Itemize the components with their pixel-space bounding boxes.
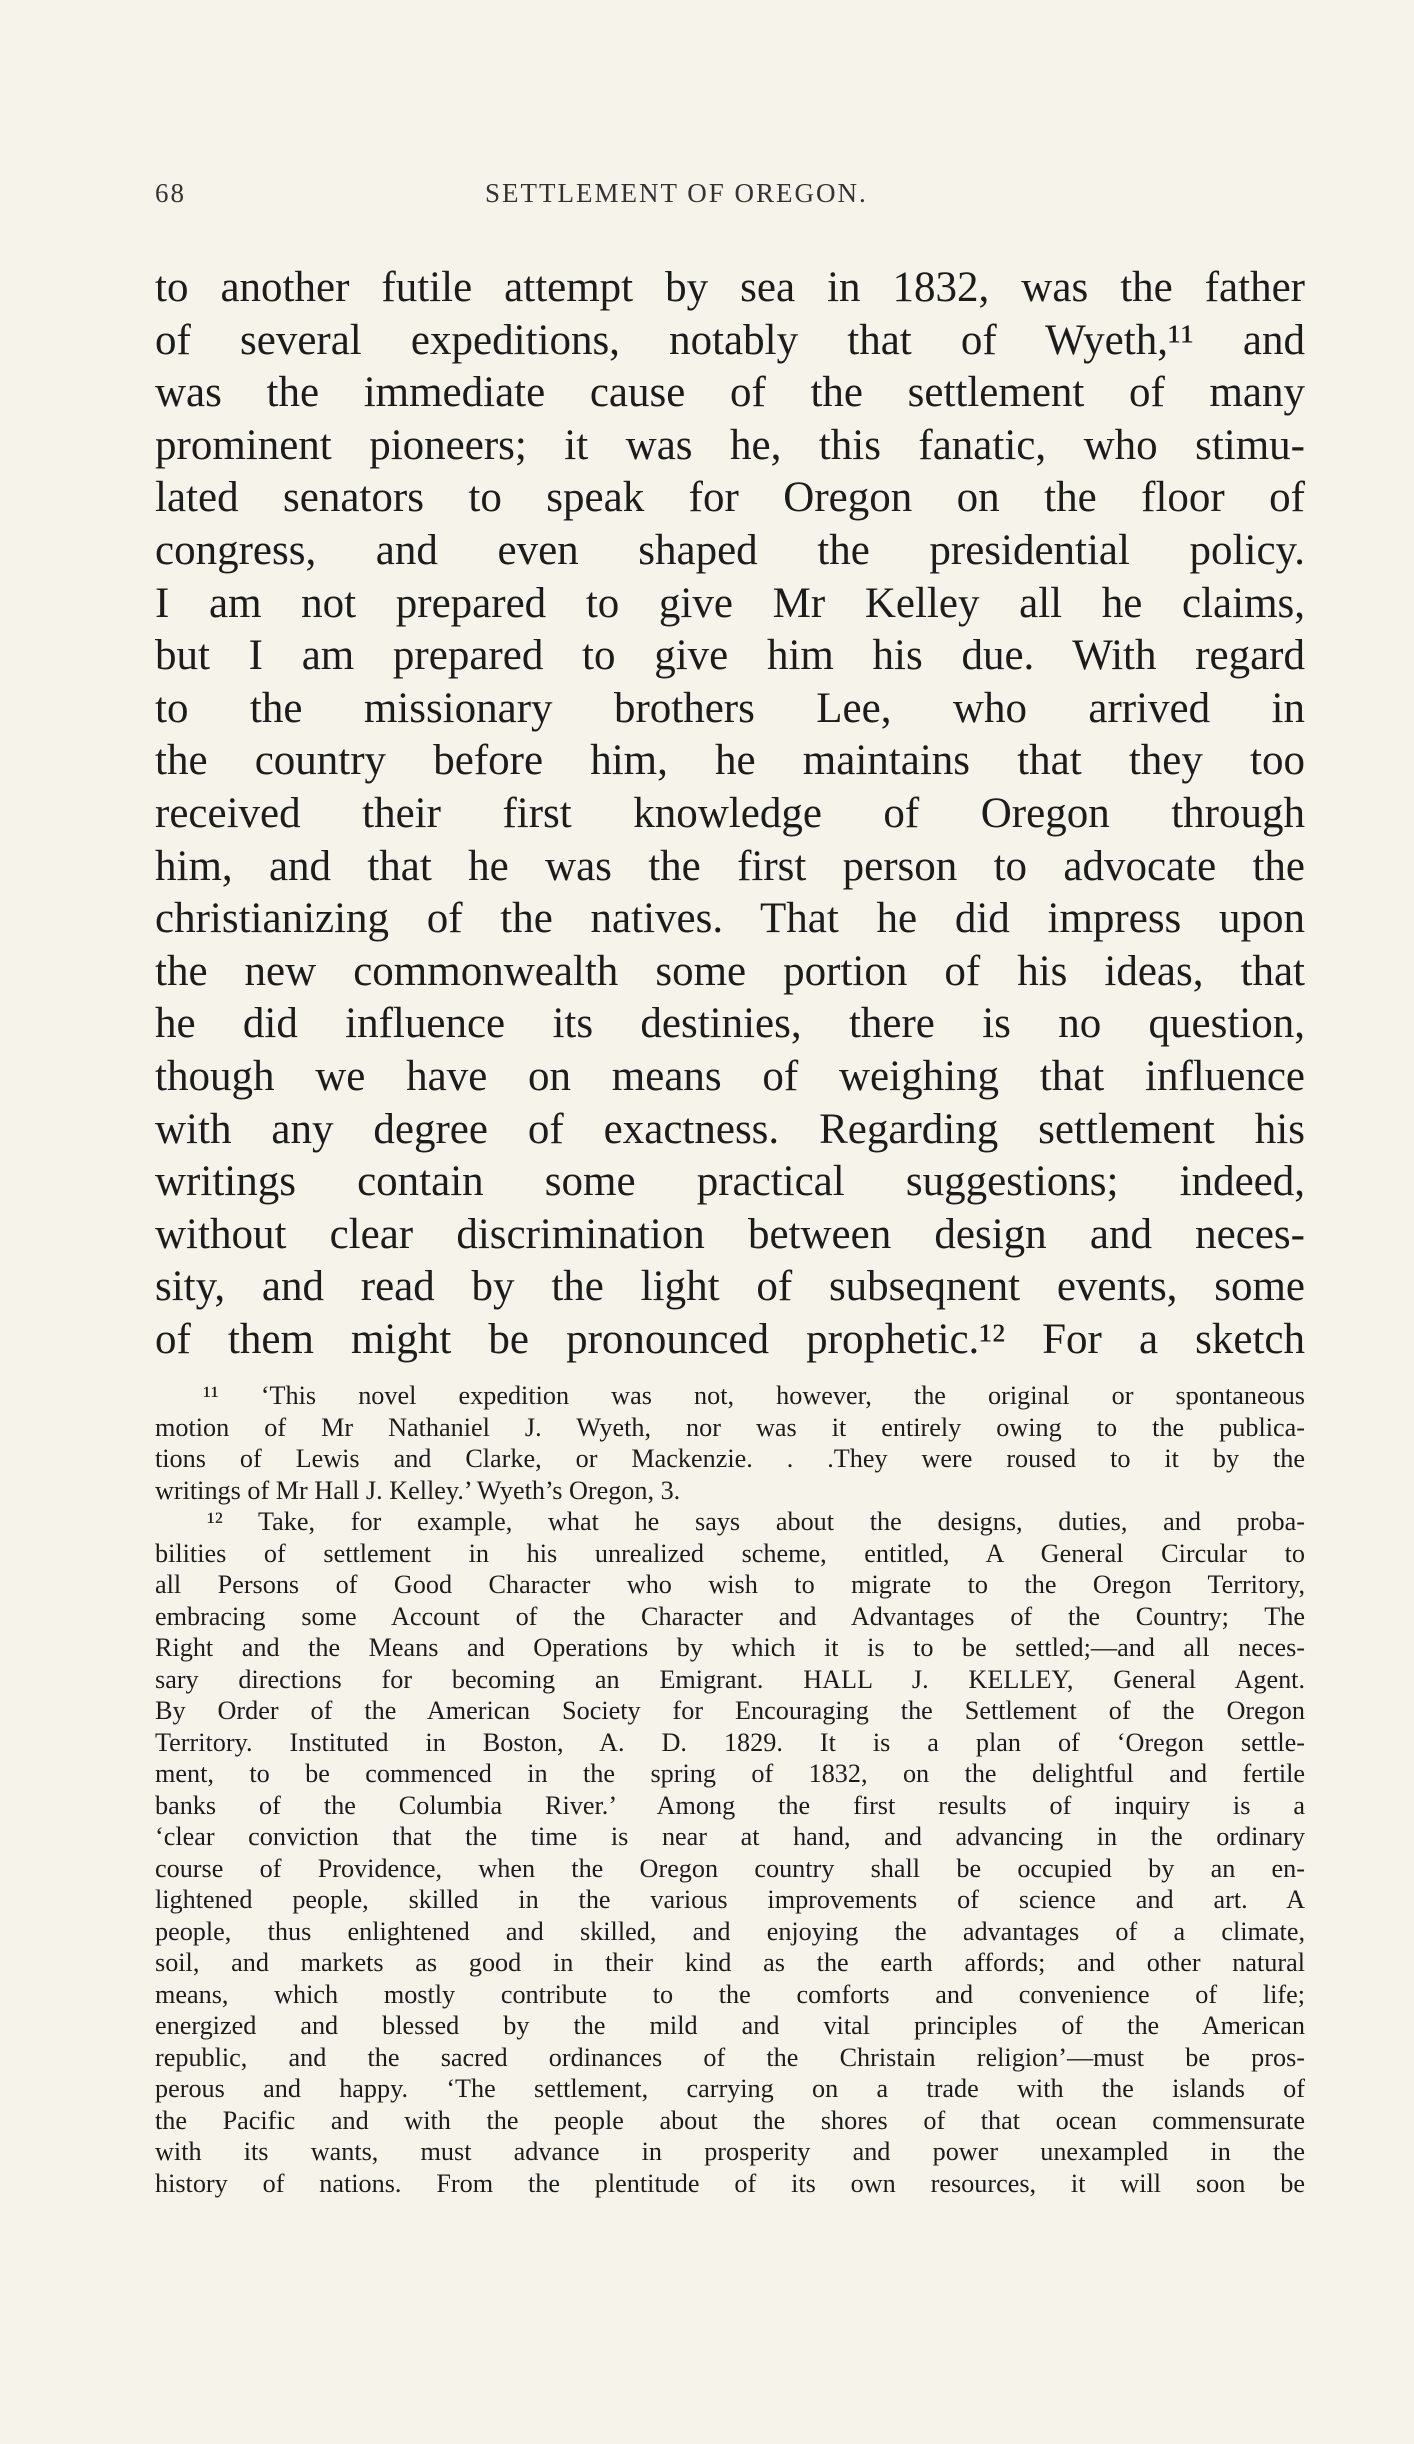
running-head: SETTLEMENT OF OREGON. xyxy=(485,178,868,208)
text-line: without clear discrimination between design and neces- xyxy=(155,1210,1305,1258)
text-line: congress, and even shaped the presidential policy. xyxy=(155,526,1305,574)
text-line: I am not prepared to give Mr Kelley all he claims, xyxy=(155,579,1305,627)
text-line: prominent pioneers; it was he, this fanatic, who stimu- xyxy=(155,421,1305,469)
footnote-line: banks of the Columbia River.’ Among the first results of inquiry is a xyxy=(155,1790,1305,1820)
text-line: lated senators to speak for Oregon on the floor of xyxy=(155,474,1305,522)
main-text xyxy=(155,262,1305,1366)
text-line: to another futile attempt by sea in 1832, was the father xyxy=(155,264,1305,311)
footnote-line: course of Providence, when the Oregon country shall be occupied by an en- xyxy=(155,1853,1305,1883)
text-line: the new commonwealth some portion of his ideas, that xyxy=(155,947,1305,995)
text-line: of them might be pronounced prophetic.¹² For a sketch xyxy=(155,1315,1305,1363)
footnote-line: ment, to be commenced in the spring of 1832, on the delightful and fertile xyxy=(155,1759,1305,1788)
footnote-line: the Pacific and with the people about the shores of that ocean commensurate xyxy=(155,2105,1305,2135)
footnote-line: ‘clear conviction that the time is near at hand, and advancing in the ordinary xyxy=(155,1822,1305,1851)
footnote-line: Right and the Means and Operations by which it is to be settled;—and all neces- xyxy=(155,1633,1305,1662)
footnote-line: Territory. Instituted in Boston, A. D. 1829. It is a plan of ‘Oregon settle- xyxy=(155,1727,1305,1757)
footnote-line: with its wants, must advance in prosperity and power unexampled in the xyxy=(155,2137,1305,2166)
footnote-line: lightened people, skilled in the various improvements of science and art. A xyxy=(155,1885,1305,1914)
footnotes xyxy=(155,1380,1305,2199)
footnote-line: embracing some Account of the Character and Advantages of the Country; The xyxy=(155,1601,1305,1631)
text-line: though we have on means of weighing that influence xyxy=(155,1052,1305,1100)
footnote-line: all Persons of Good Character who wish to migrate to the Oregon Territory, xyxy=(155,1570,1305,1599)
footnote-line: sary directions for becoming an Emigrant. HALL J. KELLEY, General Agent. xyxy=(155,1664,1305,1694)
text-line: received their first knowledge of Oregon through xyxy=(155,789,1305,837)
footnote-line: soil, and markets as good in their kind as the earth affords; and other natural xyxy=(155,1948,1305,1977)
footnote-line: republic, and the sacred ordinances of the Christain religion’—must be pros- xyxy=(155,2042,1305,2072)
page-number: 68 xyxy=(155,178,186,208)
text-line: to the missionary brothers Lee, who arrived in xyxy=(155,684,1305,732)
text-line: the country before him, he maintains that they too xyxy=(155,737,1305,785)
footnote-line: By Order of the American Society for Encouraging the Settlement of the Oregon xyxy=(155,1696,1305,1725)
footnote-line: history of nations. From the plentitude of its own resources, it will soon be xyxy=(155,2168,1305,2198)
footnote-line: bilities of settlement in his unrealized scheme, entitled, A General Circular to xyxy=(155,1538,1305,1568)
footnote-line: people, thus enlightened and skilled, and enjoying the advantages of a climate, xyxy=(155,1916,1305,1946)
footnote-line: tions of Lewis and Clarke, or Mackenzie. . .They were roused to it by the xyxy=(155,1444,1305,1473)
footnote-line: energized and blessed by the mild and vital principles of the American xyxy=(155,2011,1305,2040)
text-line: he did influence its destinies, there is no question, xyxy=(155,1000,1305,1048)
footnote-line: motion of Mr Nathaniel J. Wyeth, nor was it entirely owing to the publica- xyxy=(155,1412,1305,1442)
footnote-line: writings of Mr Hall J. Kelley.’ Wyeth’s Oregon, 3. xyxy=(155,1475,681,1505)
text-line: with any degree of exactness. Regarding settlement his xyxy=(155,1105,1305,1153)
page-header xyxy=(155,178,1315,218)
text-line: but I am prepared to give him his due. With regard xyxy=(155,632,1305,680)
footnote-line: means, which mostly contribute to the comforts and convenience of life; xyxy=(155,1979,1305,2009)
text-line: writings contain some practical suggestions; indeed, xyxy=(155,1158,1305,1206)
text-line: christianizing of the natives. That he did impress upon xyxy=(155,895,1305,943)
text-line: sity, and read by the light of subseqnent events, some xyxy=(155,1263,1305,1311)
text-line: of several expeditions, notably that of Wyeth,¹¹ and xyxy=(155,316,1305,364)
text-line: him, and that he was the first person to advocate the xyxy=(155,842,1305,890)
text-line: was the immediate cause of the settlement of many xyxy=(155,369,1305,417)
footnote-line: perous and happy. ‘The settlement, carrying on a trade with the islands of xyxy=(155,2074,1305,2103)
footnote-line: ¹¹ ‘This novel expedition was not, however, the original or spontaneous xyxy=(203,1381,1305,1410)
footnote-line: ¹² Take, for example, what he says about the designs, duties, and proba- xyxy=(207,1507,1305,1536)
